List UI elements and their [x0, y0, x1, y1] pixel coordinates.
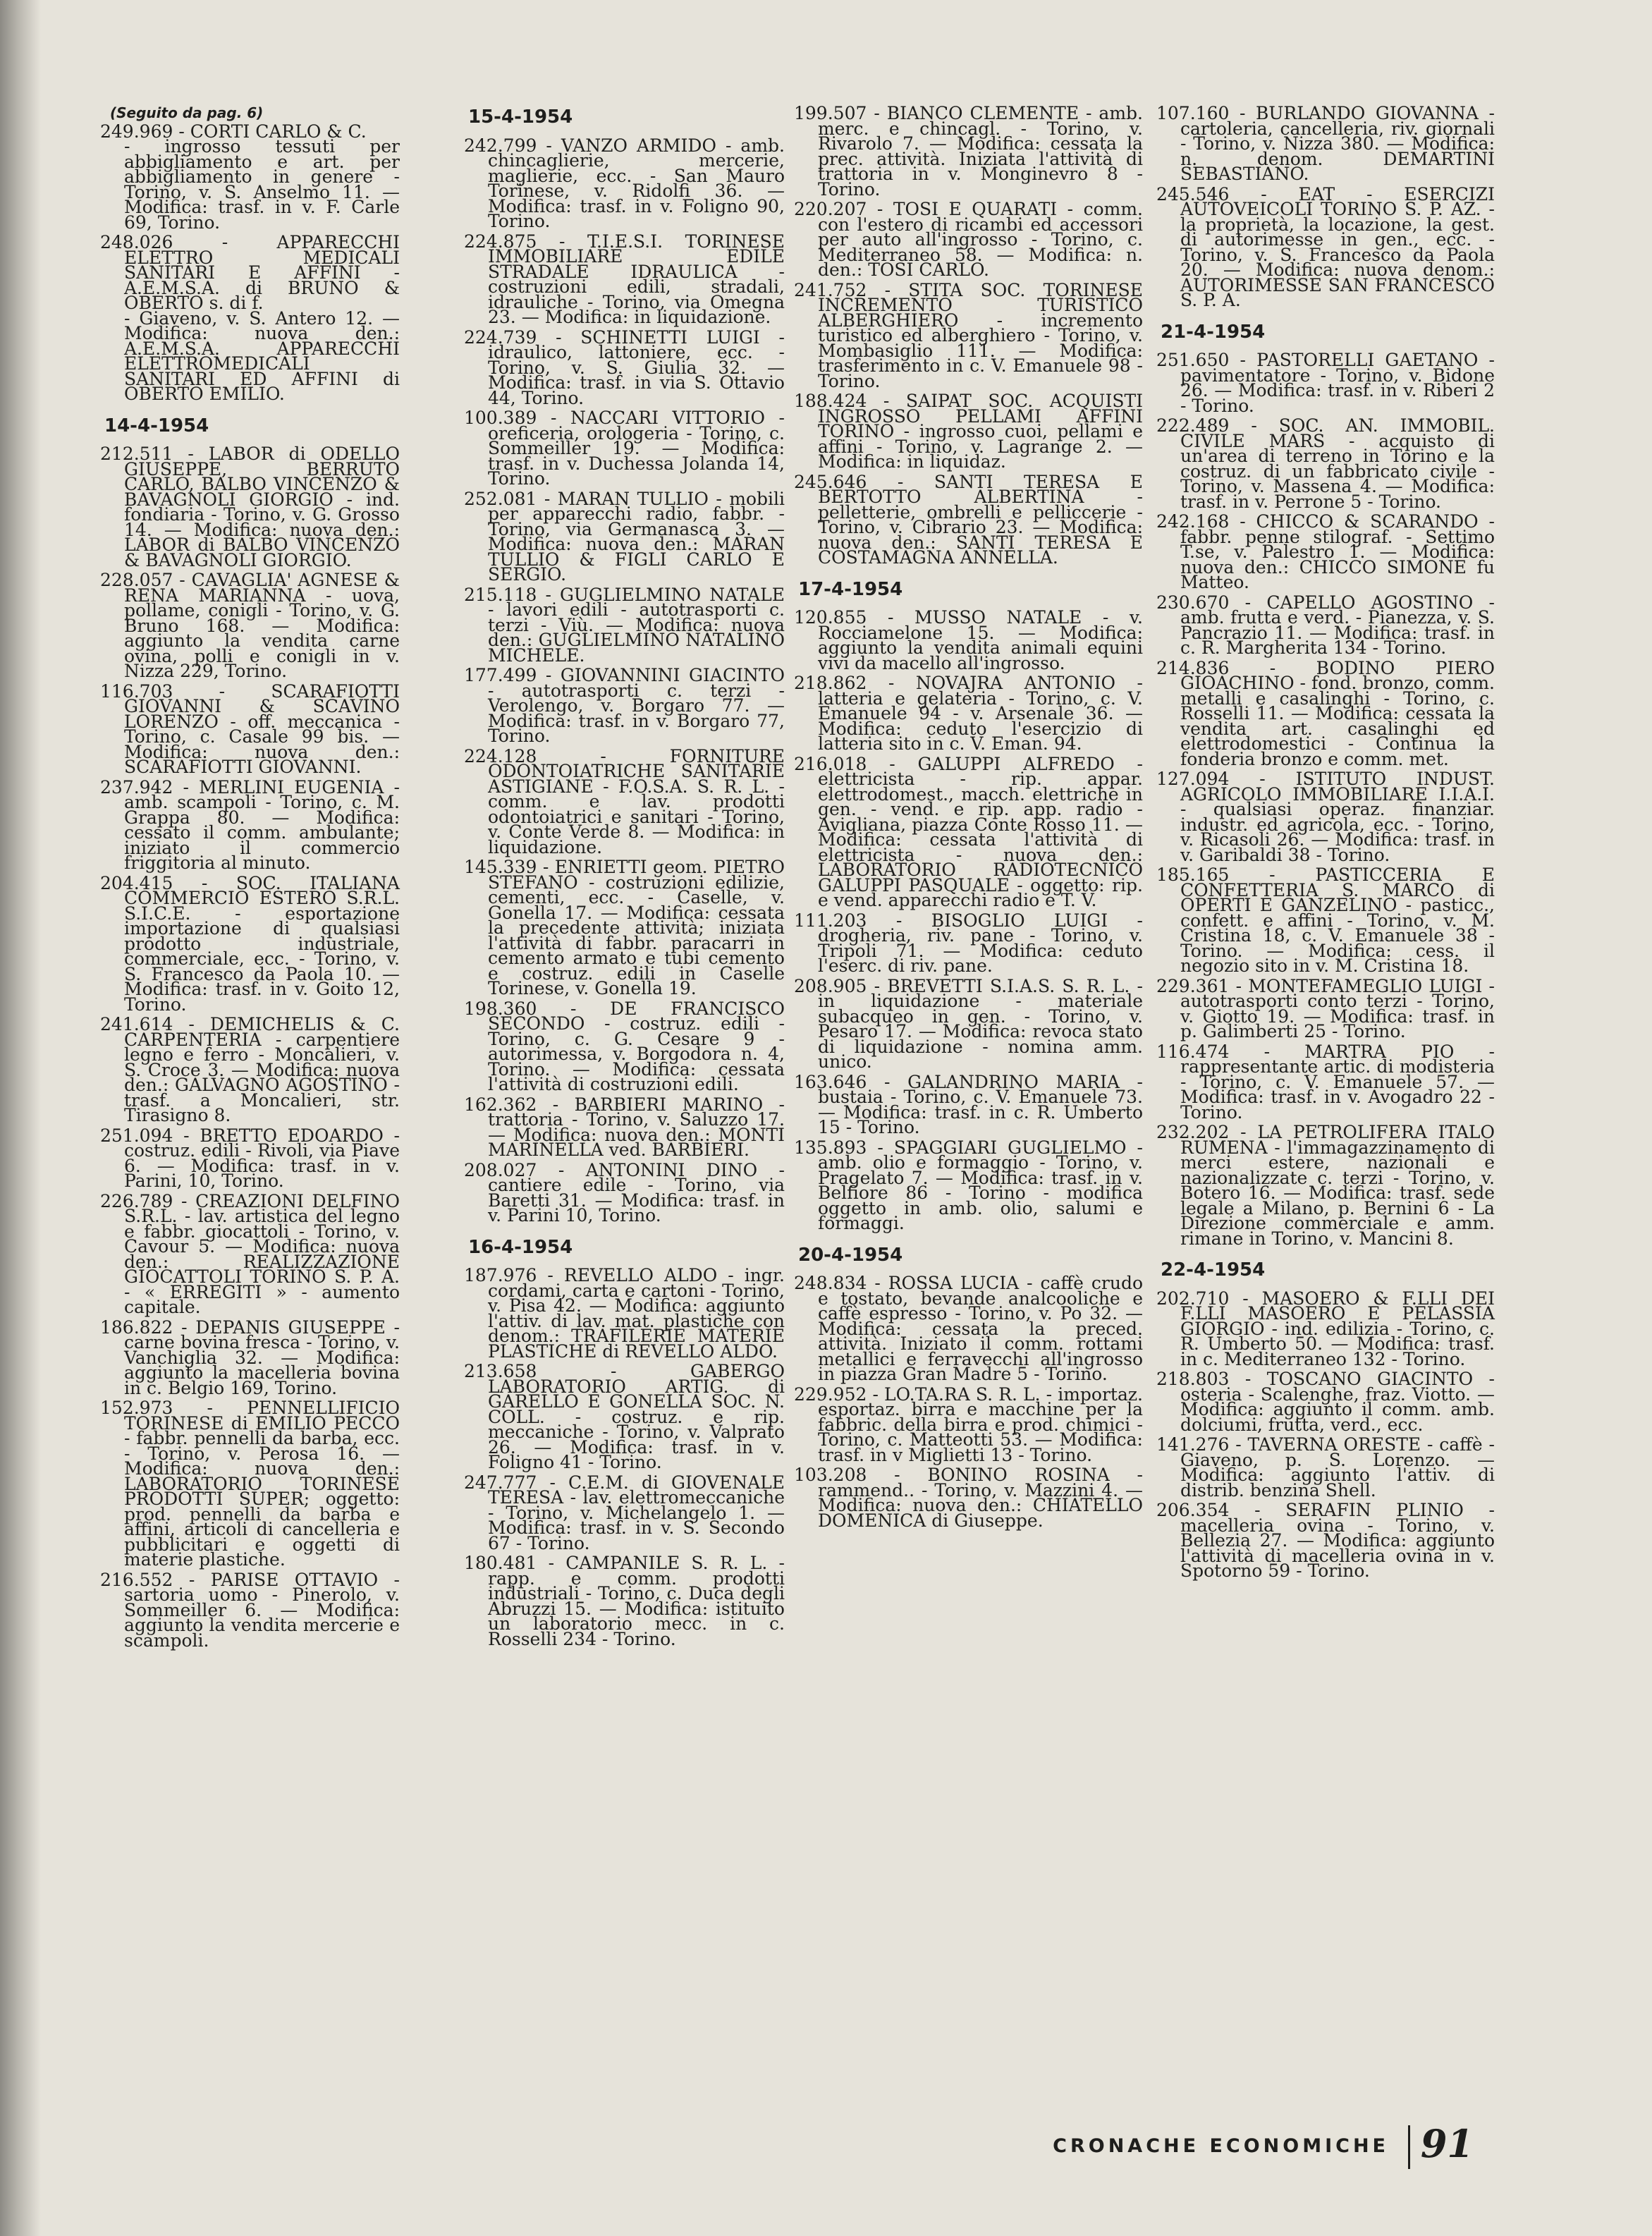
registry-entry: 216.552 - PARISE OTTAVIO - sartoria uomo - Pinerolo, v. Sommeiller 6. — Modifica: aggiunto la vendita mercerie e scampoli. — [100, 1569, 400, 1651]
registry-entry: 215.118 - GUGLIELMINO NATALE - lavori edili - autotrasporti c. terzi - Viù. — Modifica: nuova den.: GUGLIELMINO NATALINO MICHELE. — [464, 584, 785, 666]
registry-entry: 218.803 - TOSCANO GIACINTO - osteria - Scalenghe, fraz. Viotto. — Modifica: aggiunto il comm. amb. dolciumi, frutta, verd., ecc. — [1156, 1369, 1495, 1435]
date-heading: 16-4-1954 — [468, 1236, 573, 1258]
registry-entry: 247.777 - C.E.M. di GIOVENALE TERESA - lav. elettromeccaniche - Torino, v. Michelangelo 1. — Modifica: trasf. in v. S. Secondo 67 - Torino. — [464, 1472, 785, 1553]
footer-divider — [1408, 2125, 1410, 2169]
registry-entry: 185.165 - PASTICCERIA E CONFETTERIA S. MARCO di OPERTI E GANZELINO - pasticc., confett. e affini - Torino, v. M. Cristina 18, c. V. Emanuele 38 - Torino. — Modifica: cess. il negozio sito in v. M. Cristina 18. — [1156, 865, 1495, 976]
registry-entry: 111.203 - BISOGLIO LUIGI - drogheria, riv. pane - Torino, v. Tripoli 71. — Modifica: ceduto l'eserc. di riv. pane. — [794, 910, 1143, 976]
publication-name: CRONACHE ECONOMICHE — [1053, 2135, 1389, 2157]
registry-entry: 245.546 - EAT - ESERCIZI AUTOVEICOLI TORINO S. P. AZ. - la proprietà, la locazione, la gest. di autorimesse in gen., ecc. - Torino, v. S. Francesco da Paola 20. — Modifica: nuova denom.: AUTORIMESSE SAN FRANCESCO S. P. A. — [1156, 183, 1495, 310]
registry-entry: 224.875 - T.I.E.S.I. TORINESE IMMOBILIARE EDILE STRADALE IDRAULICA - costruzioni edili, stradali, idrauliche - Torino, via Omegna 23. — Modifica: in liquidazione. — [464, 231, 785, 327]
registry-entry: 152.973 - PENNELLIFICIO TORINESE di EMILIO PECCO - fabbr. pennelli da barba, ecc. - Torino, v. Perosa 16. — Modifica: nuova den.: LABORATORIO TORINESE PRODOTTI SUPER; oggetto: prod. pennelli da barba e affini, articoli di cancelleria e pubblicitari e oggetti di materie plastiche. — [100, 1398, 400, 1570]
registry-entry: 127.094 - ISTITUTO INDUST. AGRICOLO IMMOBILIARE I.I.A.I. - qualsiasi operaz. finanziar. industr. ed agricola, ecc. - Torino, v. Ricasoli 26. — Modifica: trasf. in v. Garibaldi 38 - Torino. — [1156, 769, 1495, 865]
column-2 — [464, 106, 785, 1651]
date-heading: 14-4-1954 — [104, 415, 209, 436]
registry-entry: 222.489 - SOC. AN. IMMOBIL. CIVILE MARS - acquisto di un'area di terreno in Torino e la costruz. di un fabbricato civile - Torino, v. Massena 4. — Modifica: trasf. in v. Perrone 5 - Torino. — [1156, 415, 1495, 512]
registry-entry: 213.658 - GABERGO LABORATORIO ARTIG. di GARELLO E GONELLA SOC. N. COLL. - costruz. e rip. meccaniche - Torino, v. Valprato 26. — Modifica: trasf. in v. Foligno 41 - Torino. — [464, 1361, 785, 1472]
registry-entry: 206.354 - SERAFIN PLINIO - macelleria ovina - Torino, v. Bellezia 27. — Modifica: aggiunto l'attività di macelleria ovina in v. Spotorno 59 - Torino. — [1156, 1500, 1495, 1581]
registry-entry: 212.511 - LABOR di ODELLO GIUSEPPE, BERRUTO CARLO, BALBO VINCENZO & BAVAGNOLI GIORGIO - ind. fondiaria - Torino, v. G. Grosso 14. — Modifica: nuova den.: LABOR di BALBO VINCENZO & BAVAGNOLI GIORGIO. — [100, 444, 400, 570]
registry-entry: 163.646 - GALANDRINO MARIA - bustaia - Torino, c. V. Emanuele 73. — Modifica: trasf. in c. R. Umberto 15 - Torino. — [794, 1071, 1143, 1137]
registry-entry: 180.481 - CAMPANILE S. R. L. - rapp. e comm. prodotti industriali - Torino, c. Duca degli Abruzzi 15. — Modifica: istituito un laboratorio mecc. in c. Rosselli 234 - Torino. — [464, 1553, 785, 1649]
registry-entry: 226.789 - CREAZIONI DELFINO S.R.L. - lav. artistica del legno e fabbr. giocattoli - Torino, v. Cavour 5. — Modifica: nuova den.: REALIZZAZIONE GIOCATTOLI TORINO S. P. A. - « ERREGITI » - aumento capitale. — [100, 1190, 400, 1317]
registry-entry: 116.474 - MARTRA PIO - rappresentante artic. di modisteria - Torino, c. V. Emanuele 57. — Modifica: trasf. in v. Avogadro 22 - Torino. — [1156, 1041, 1495, 1123]
registry-entry: 241.614 - DEMICHELIS & C. CARPENTERIA - carpentiere legno e ferro - Moncalieri, v. S. Croce 3. — Modifica: nuova den.: GALVAGNO AGOSTINO - trasf. a Moncalieri, str. Tirasigno 8. — [100, 1014, 400, 1125]
registry-entry: 229.952 - LO.TA.RA S. R. L. - importaz. esportaz. birra e macchine per la fabbric. della birra e prod. chimici - Torino, c. Matteotti 53. — Modifica: trasf. in v Miglietti 13 - Torino. — [794, 1383, 1143, 1465]
registry-entry: 249.969 - CORTI CARLO & C. - ingrosso tessuti per abbigliamento e art. per abbigliamento in genere - Torino, v. S. Anselmo 11. — Modifica: trasf. in v. F. Carle 69, Torino. — [100, 121, 400, 233]
registry-entry: 245.646 - SANTI TERESA E BERTOTTO ALBERTINA - pelletterie, ombrelli e pelliccerie - Torino, v. Cibrario 23. — Modifica: nuova den.: SANTI TERESA E COSTAMAGNA ANNELLA. — [794, 471, 1143, 568]
column-1 — [100, 106, 400, 1653]
date-heading: 21-4-1954 — [1161, 321, 1266, 343]
registry-entry: 251.094 - BRETTO EDOARDO - costruz. edili - Rivoli, via Piave 6. — Modifica: trasf. in v. Parini, 10, Torino. — [100, 1125, 400, 1191]
page-number: 91 — [1420, 2121, 1474, 2166]
registry-entry: 220.207 - TOSI E QUARATI - comm. con l'estero di ricambi ed accessori per auto all'ingrosso - Torino, c. Mediterraneo 58. — Modifica: n. den.: TOSI CARLO. — [794, 199, 1143, 280]
registry-entry: 208.027 - ANTONINI DINO - cantiere edile - Torino, via Baretti 31. — Modifica: trasf. in v. Parini 10, Torino. — [464, 1159, 785, 1226]
registry-entry: 187.976 - REVELLO ALDO - ingr. cordami, carta e cartoni - Torino, v. Pisa 42. — Modifica: aggiunto l'attiv. di lav. mat. plastiche con denom.: TRAFILERIE MATERIE PLASTICHE di REVELLO ALDO. — [464, 1265, 785, 1362]
column-4 — [1156, 103, 1495, 1584]
registry-entry: 237.942 - MERLINI EUGENIA - amb. scampoli - Torino, c. M. Grappa 80. — Modifica: cessato il comm. ambulante; iniziato il commercio friggitoria al minuto. — [100, 776, 400, 873]
registry-entry: 120.855 - MUSSO NATALE - v. Rocciamelone 15. — Modifica: aggiunto la vendita animali equini vivi da macello all'ingrosso. — [794, 607, 1143, 673]
registry-entry: 177.499 - GIOVANNINI GIACINTO - autotrasporti c. terzi - Verolengo, v. Borgaro 77. — Modifica: trasf. in v. Borgaro 77, Torino. — [464, 665, 785, 746]
registry-entry: 107.160 - BURLANDO GIOVANNA - cartoleria, cancelleria, riv. giornali - Torino, v. Nizza 380. — Modifica: n. denom. DEMARTINI SEBASTIANO. — [1156, 103, 1495, 184]
registry-entry: 208.905 - BREVETTI S.I.A.S. S. R. L. - in liquidazione - materiale subacqueo in gen. - Torino, v. Pesaro 17. — Modifica: revoca stato di liquidazione - nomina amm. unico. — [794, 975, 1143, 1072]
continuation-note: (Seguito da pag. 6) — [110, 104, 264, 121]
registry-entry: 204.415 - SOC. ITALIANA COMMERCIO ESTERO S.R.L. S.I.C.E. - esportazione importazione di qualsiasi prodotto industriale, commerciale, ecc. - Torino, v. S. Francesco da Paola 10. — Modifica: trasf. in v. Goito 12, Torino. — [100, 872, 400, 1015]
registry-entry: 100.389 - NACCARI VITTORIO - oreficeria, orologeria - Torino, c. Sommeiller 19. — Modifica: trasf. in v. Duchessa Jolanda 14, Torino. — [464, 408, 785, 489]
date-heading: 22-4-1954 — [1161, 1259, 1266, 1281]
registry-entry: 248.026 - APPARECCHI ELETTRO MEDICALI SANITARI E AFFINI - A.E.M.S.A. di BRUNO & OBERTO s. di f. - Giaveno, v. S. Antero 12. — Modifica: nuova den.: A.E.M.S.A. APPARECCHI ELETTROMEDICALI SANITARI ED AFFINI di OBERTO EMILIO. — [100, 232, 400, 404]
registry-entry: 103.208 - BONINO ROSINA - rammend.. - Torino, v. Mazzini 4. — Modifica: nuova den.: CHIATELLO DOMENICA di Giuseppe. — [794, 1465, 1143, 1531]
date-heading: 15-4-1954 — [468, 106, 573, 128]
registry-entry: 242.799 - VANZO ARMIDO - amb. chincaglierie, mercerie, maglierie, ecc. - San Mauro Torinese, v. Ridolfi 36. — Modifica: trasf. in v. Foligno 90, Torino. — [464, 135, 785, 231]
registry-entry: 135.893 - SPAGGIARI GUGLIELMO - amb. olio e formaggio - Torino, v. Pragelato 7. — Modifica: trasf. in v. Belfiore 86 - Torino - modifica oggetto in amb. olio, salumi e formaggi. — [794, 1137, 1143, 1233]
registry-entry: 198.360 - DE FRANCISCO SECONDO - costruz. edili - Torino, c. G. Cesare 9 - autorimessa, v. Borgodora n. 4, Torino. — Modifica: cessata l'attività di costruzioni edili. — [464, 998, 785, 1094]
registry-entry: 141.276 - TAVERNA ORESTE - caffè - Giaveno, p. S. Lorenzo. — Modifica: aggiunto l'attiv. di distrib. benzina Shell. — [1156, 1434, 1495, 1501]
registry-entry: 228.057 - CAVAGLIA' AGNESE & RENA MARIANNA - uova, pollame, conigli - Torino, v. G. Bruno 168. — Modifica: aggiunto la vendita carne ovina, polli e conigli in v. Nizza 229, Torino. — [100, 570, 400, 681]
registry-entry: 232.202 - LA PETROLIFERA ITALO RUMENA - l'immagazzinamento di merci estere, nazionali e nazionalizzate c. terzi - Torino, v. Botero 16. — Modifica: trasf. sede legale a Milano, p. Bernini 6 - La Direzione commerciale e amm. rimane in Torino, v. Mancini 8. — [1156, 1122, 1495, 1249]
registry-entry: 202.710 - MASOERO & F.LLI DEI F.LLI MASOERO E PELASSIA GIORGIO - ind. edilizia - Torino, c. R. Umberto 50. — Modifica: trasf. in c. Mediterraneo 132 - Torino. — [1156, 1288, 1495, 1369]
registry-entry: 252.081 - MARAN TULLIO - mobili per apparecchi radio, fabbr. - Torino, via Germanasca 3. — Modifica: nuova den.: MARAN TULLIO & FIGLI CARLO E SERGIO. — [464, 488, 785, 585]
page-footer — [1044, 2121, 1495, 2177]
registry-entry: 251.650 - PASTORELLI GAETANO - pavimentatore - Torino, v. Bidone 26. — Modifica: trasf. in v. Riberi 2 - Torino. — [1156, 350, 1495, 416]
registry-entry: 242.168 - CHICCO & SCARANDO - fabbr. penne stilograf. - Settimo T.se, v. Palestro 1. — Modifica: nuova den.: CHICCO SIMONE fu Matteo. — [1156, 511, 1495, 592]
registry-entry: 229.361 - MONTEFAMEGLIO LUIGI - autotrasporti conto terzi - Torino, v. Giotto 19. — Modifica: trasf. in p. Galimberti 25 - Torino. — [1156, 975, 1495, 1041]
registry-entry: 188.424 - SAIPAT SOC. ACQUISTI INGROSSO PELLAMI AFFINI TORINO - ingrosso cuoi, pellami e affini - Torino, v. Lagrange 2. — Modifica: in liquidaz. — [794, 391, 1143, 472]
registry-entry: 216.018 - GALUPPI ALFREDO - elettricista - rip. appar. elettrodomest., macch. elettriche in gen. - vend. e rip. app. radio - Avigliana, piazza Conte Rosso 11. — Modifica: cessata l'attività di elettricista - nuova den.: LABORATORIO RADIOTECNICO GALUPPI PASQUALE - oggetto: rip. e vend. apparecchi radio e T. V. — [794, 753, 1143, 910]
registry-entry: 116.703 - SCARAFIOTTI GIOVANNI & SCAVINO LORENZO - off. meccanica - Torino, c. Casale 99 bis. — Modifica: nuova den.: SCARAFIOTTI GIOVANNI. — [100, 680, 400, 777]
registry-entry: 218.862 - NOVAJRA ANTONIO - latteria e gelateria - Torino, c. V. Emanuele 94 - v. Arsenale 36. — Modifica: ceduto l'esercizio di latteria sito in c. V. Eman. 94. — [794, 673, 1143, 754]
registry-entry: 186.822 - DEPANIS GIUSEPPE - carne bovina fresca - Torino, v. Vanchiglia 32. — Modifica: aggiunto la macelleria bovina in c. Belgio 169, Torino. — [100, 1316, 400, 1398]
column-3 — [794, 103, 1143, 1533]
registry-entry: 241.752 - STITA SOC. TORINESE INCREMENTO TURISTICO ALBERGHIERO - incremento turistico ed alberghiero - Torino, v. Mombasiglio 111. — Modifica: trasferimento in c. V. Emanuele 98 - Torino. — [794, 279, 1143, 391]
registry-entry: 230.670 - CAPELLO AGOSTINO - amb. frutta e verd. - Pianezza, v. S. Pancrazio 11. — Modifica: trasf. in c. R. Margherita 134 - Torino. — [1156, 592, 1495, 658]
date-heading: 17-4-1954 — [798, 578, 903, 600]
registry-entry: 199.507 - BIANCO CLEMENTE - amb. merc. e chincagl. - Torino, v. Rivarolo 7. — Modifica: cessata la prec. attività. Iniziata l'attività di trattoria in v. Monginevro 8 - Torino. — [794, 103, 1143, 200]
registry-entry: 224.739 - SCHINETTI LUIGI - idraulico, lattoniere, ecc. - Torino, v. S. Giulia 32. — Modifica: trasf. in via S. Ottavio 44, Torino. — [464, 326, 785, 408]
date-heading: 20-4-1954 — [798, 1244, 903, 1266]
registry-entry: 145.339 - ENRIETTI geom. PIETRO STEFANO - costruzioni edilizie, cementi, ecc. - Caselle, v. Gonella 17. — Modifica: cessata la precedente attività; iniziata l'attività di fabbr. paracarri in cemento armato e tubi cemento e costruz. edili in Caselle Torinese, v. Gonella 19. — [464, 857, 785, 998]
registry-entry: 214.836 - BODINO PIERO GIOACHINO - fond. bronzo, comm. metalli e casalinghi - Torino, c. Rosselli 11. — Modifica: cessata la vendita art. casalinghi ed elettrodomestici - Continua la fonderia bronzo e comm. met. — [1156, 657, 1495, 769]
registry-entry: 248.834 - ROSSA LUCIA - caffè crudo e tostato, bevande analcooliche e caffè espresso - Torino, v. Po 32. — Modifica: cessata la preced. attività. Iniziato il comm. rottami metallici e ferravecchi all'ingrosso in piazza Gran Madre 5 - Torino. — [794, 1273, 1143, 1384]
registry-entry: 162.362 - BARBIERI MARINO - trattoria - Torino, v. Saluzzo 17. — Modifica: nuova den.: MONTI MARINELLA ved. BARBIERI. — [464, 1094, 785, 1160]
registry-entry: 224.128 - FORNITURE ODONTOIATRICHE SANITARIE ASTIGIANE - F.O.S.A. S. R. L. - comm. e lav. prodotti odontoiatrici e sanitari - Torino, v. Conte Verde 8. — Modifica: in liquidazione. — [464, 745, 785, 857]
